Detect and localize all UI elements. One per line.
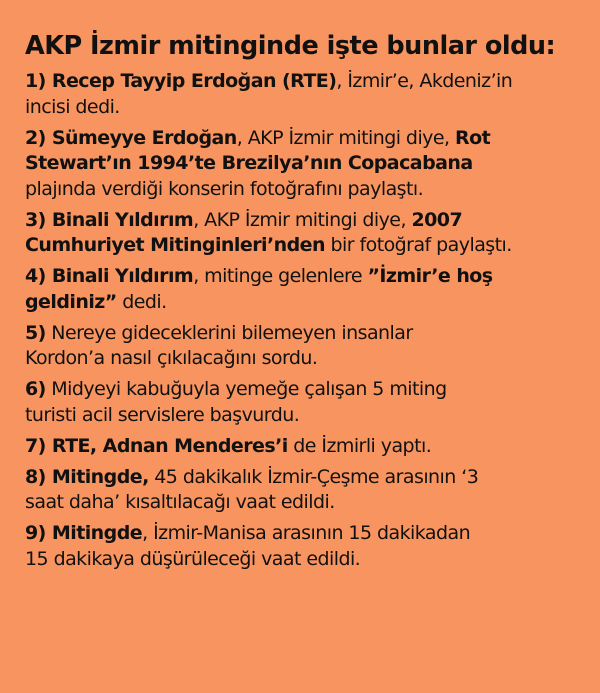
body-text: bir fotoğraf paylaştı. (325, 234, 512, 256)
body-text: , İzmir’e, Akdeniz’in (336, 70, 513, 92)
highlighted-text: 3) Binali Yıldırım (25, 208, 194, 231)
list-item (25, 69, 576, 120)
highlighted-text: 8) Mitingde, (25, 465, 149, 488)
highlighted-text: 7) RTE, Adnan Menderes’i (25, 434, 288, 457)
list-item-line (25, 151, 576, 177)
list-item-line (25, 346, 576, 372)
list-item (25, 377, 576, 428)
list-item-line (25, 321, 576, 347)
highlighted-text: 4) Binali Yıldırım (25, 265, 194, 287)
list-item-line (25, 521, 576, 547)
list-item-line (25, 547, 576, 573)
list-item (25, 126, 576, 203)
body-text: 45 dakikalık İzmir-Çeşme arasının ‘3 (148, 465, 479, 488)
highlighted-text: geldiniz” (25, 290, 117, 313)
body-text: Nereye gideceklerini bilemeyen insanlar (45, 321, 413, 344)
list-item-line (25, 69, 576, 95)
list-item (25, 465, 576, 516)
card-title: AKP İzmir mitinginde işte bunlar oldu: (25, 31, 556, 61)
highlighted-text: ”İzmir’e hoş (367, 265, 493, 287)
body-text: Kordon’a nasıl çıkılacağını sordu. (25, 347, 318, 369)
highlighted-text: 6) (25, 378, 46, 400)
list-item-line (25, 377, 576, 403)
list-item-line (25, 126, 576, 152)
body-text: 15 dakikaya düşürüleceği vaat edildi. (25, 547, 361, 570)
body-text: , İzmir-Manisa arasının 15 dakikadan (142, 522, 471, 544)
list-item-line (25, 403, 576, 429)
list-item-line (25, 177, 576, 203)
list-item-line (25, 465, 576, 491)
list-item-line (25, 233, 576, 259)
body-text: dedi. (116, 290, 167, 313)
list-item-line (25, 264, 576, 290)
event-list (25, 69, 576, 572)
highlighted-text: 1) Recep Tayyip Erdoğan (RTE) (25, 70, 337, 92)
list-item-line (25, 434, 576, 460)
list-item-line (25, 290, 576, 316)
list-item (25, 321, 576, 372)
list-item-line (25, 95, 576, 121)
body-text: , AKP İzmir mitingi diye, (193, 208, 412, 231)
highlighted-text: 2007 (411, 208, 463, 231)
list-item (25, 264, 576, 315)
highlighted-text: Rot (455, 126, 491, 149)
highlighted-text: Cumhuriyet Mitinginleri’nden (25, 234, 325, 256)
highlighted-text: 9) Mitingde (25, 522, 143, 544)
body-text: de İzmirli yaptı. (287, 434, 432, 457)
body-text: plajında verdiği konserin fotoğrafını paylaştı. (25, 177, 424, 200)
body-text: saat daha’ kısaltılacağı vaat edildi. (25, 491, 335, 513)
highlighted-text: Stewart’ın 1994’te Brezilya’nın Copacabana (25, 152, 473, 174)
highlighted-text: 5) (25, 321, 46, 344)
list-item (25, 208, 576, 259)
body-text: Midyeyi kabuğuyla yemeğe çalışan 5 miting (45, 378, 447, 400)
body-text: , mitinge gelenlere (193, 265, 368, 287)
list-item-line (25, 208, 576, 234)
body-text: , AKP İzmir mitingi diye, (236, 126, 455, 149)
body-text: incisi dedi. (25, 95, 120, 118)
list-item (25, 521, 576, 572)
list-item (25, 434, 576, 460)
list-item-line (25, 490, 576, 516)
body-text: turisti acil servislere başvurdu. (25, 403, 300, 426)
highlighted-text: 2) Sümeyye Erdoğan (25, 126, 237, 149)
